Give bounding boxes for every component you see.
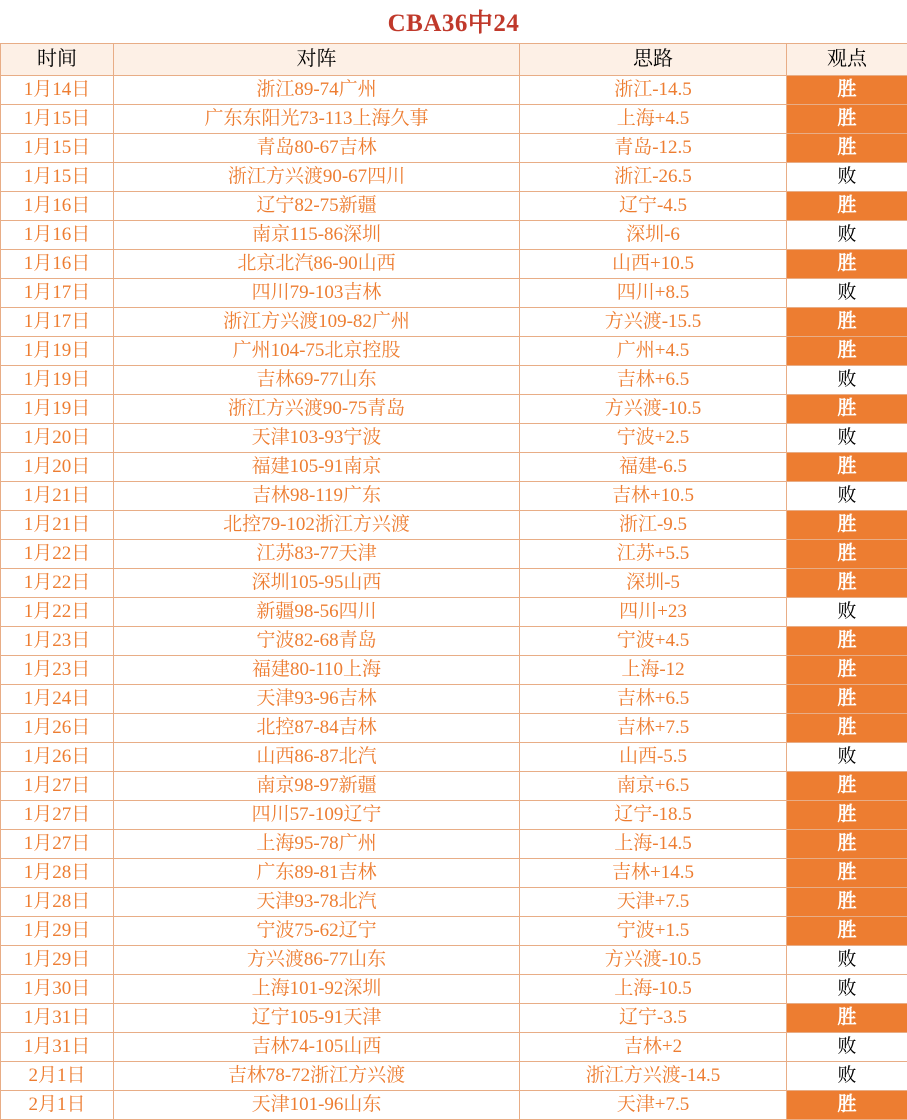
cell-match: 天津101-96山东 <box>114 1091 520 1120</box>
cell-idea: 江苏+5.5 <box>520 540 787 569</box>
cell-match: 青岛80-67吉林 <box>114 134 520 163</box>
cell-view-status-badge: 胜 <box>787 888 907 917</box>
cell-date: 1月19日 <box>1 366 114 395</box>
cell-idea: 吉林+2 <box>520 1033 787 1062</box>
cell-idea: 宁波+1.5 <box>520 917 787 946</box>
cell-view-status-badge: 胜 <box>787 511 907 540</box>
table-row <box>1 975 907 1004</box>
cell-idea: 吉林+10.5 <box>520 482 787 511</box>
cell-date: 1月20日 <box>1 453 114 482</box>
cell-match: 宁波82-68青岛 <box>114 627 520 656</box>
column-header-match: 对阵 <box>114 44 520 76</box>
cell-idea: 辽宁-4.5 <box>520 192 787 221</box>
cell-idea: 福建-6.5 <box>520 453 787 482</box>
table-row <box>1 279 907 308</box>
cell-date: 1月21日 <box>1 511 114 540</box>
cell-date: 1月15日 <box>1 163 114 192</box>
cell-view-status-badge: 胜 <box>787 337 907 366</box>
cell-idea: 浙江-14.5 <box>520 76 787 105</box>
table-row <box>1 395 907 424</box>
cell-date: 2月1日 <box>1 1062 114 1091</box>
cell-match: 新疆98-56四川 <box>114 598 520 627</box>
column-header-idea: 思路 <box>520 44 787 76</box>
cell-idea: 吉林+6.5 <box>520 685 787 714</box>
cell-view-status-badge: 胜 <box>787 772 907 801</box>
cell-date: 1月24日 <box>1 685 114 714</box>
cell-view-status-badge: 胜 <box>787 1004 907 1033</box>
cell-idea: 深圳-6 <box>520 221 787 250</box>
cell-match: 浙江方兴渡109-82广州 <box>114 308 520 337</box>
cell-idea: 浙江-9.5 <box>520 511 787 540</box>
cell-idea: 四川+23 <box>520 598 787 627</box>
cell-view-status-badge: 败 <box>787 279 907 308</box>
cell-date: 1月26日 <box>1 743 114 772</box>
cell-match: 深圳105-95山西 <box>114 569 520 598</box>
cell-view-status-badge: 胜 <box>787 134 907 163</box>
cell-match: 天津103-93宁波 <box>114 424 520 453</box>
cell-match: 福建80-110上海 <box>114 656 520 685</box>
cell-date: 1月27日 <box>1 801 114 830</box>
cell-date: 1月22日 <box>1 569 114 598</box>
cell-idea: 浙江-26.5 <box>520 163 787 192</box>
cell-match: 四川79-103吉林 <box>114 279 520 308</box>
cell-idea: 浙江方兴渡-14.5 <box>520 1062 787 1091</box>
cell-match: 江苏83-77天津 <box>114 540 520 569</box>
cell-match: 吉林78-72浙江方兴渡 <box>114 1062 520 1091</box>
cell-view-status-badge: 败 <box>787 366 907 395</box>
cell-view-status-badge: 胜 <box>787 1091 907 1120</box>
cell-match: 天津93-96吉林 <box>114 685 520 714</box>
cell-match: 北京北汽86-90山西 <box>114 250 520 279</box>
cell-match: 浙江89-74广州 <box>114 76 520 105</box>
cell-date: 1月23日 <box>1 656 114 685</box>
cell-idea: 方兴渡-10.5 <box>520 395 787 424</box>
table-row <box>1 453 907 482</box>
cell-idea: 宁波+4.5 <box>520 627 787 656</box>
cell-idea: 吉林+14.5 <box>520 859 787 888</box>
cell-date: 1月31日 <box>1 1033 114 1062</box>
cell-match: 宁波75-62辽宁 <box>114 917 520 946</box>
cell-view-status-badge: 败 <box>787 743 907 772</box>
cell-view-status-badge: 胜 <box>787 192 907 221</box>
cell-match: 上海101-92深圳 <box>114 975 520 1004</box>
cell-view-status-badge: 胜 <box>787 76 907 105</box>
cell-view-status-badge: 败 <box>787 946 907 975</box>
cell-date: 1月27日 <box>1 830 114 859</box>
cell-date: 1月26日 <box>1 714 114 743</box>
cell-view-status-badge: 败 <box>787 221 907 250</box>
table-row <box>1 511 907 540</box>
cell-match: 辽宁82-75新疆 <box>114 192 520 221</box>
cell-view-status-badge: 胜 <box>787 859 907 888</box>
cell-idea: 广州+4.5 <box>520 337 787 366</box>
cell-match: 南京115-86深圳 <box>114 221 520 250</box>
cell-date: 1月16日 <box>1 192 114 221</box>
table-row <box>1 714 907 743</box>
table-row <box>1 76 907 105</box>
cell-idea: 吉林+7.5 <box>520 714 787 743</box>
cell-idea: 山西-5.5 <box>520 743 787 772</box>
cell-match: 浙江方兴渡90-75青岛 <box>114 395 520 424</box>
cell-date: 1月27日 <box>1 772 114 801</box>
table-row <box>1 743 907 772</box>
cell-idea: 四川+8.5 <box>520 279 787 308</box>
cell-match: 山西86-87北汽 <box>114 743 520 772</box>
cell-view-status-badge: 败 <box>787 1033 907 1062</box>
cell-view-status-badge: 胜 <box>787 453 907 482</box>
table-row <box>1 772 907 801</box>
cell-date: 1月31日 <box>1 1004 114 1033</box>
cell-idea: 上海+4.5 <box>520 105 787 134</box>
table-row <box>1 134 907 163</box>
cell-match: 吉林98-119广东 <box>114 482 520 511</box>
table-row <box>1 482 907 511</box>
table-row <box>1 685 907 714</box>
cell-match: 浙江方兴渡90-67四川 <box>114 163 520 192</box>
table-row <box>1 192 907 221</box>
table-row <box>1 163 907 192</box>
cell-view-status-badge: 胜 <box>787 627 907 656</box>
table-row <box>1 946 907 975</box>
table-row <box>1 250 907 279</box>
cell-idea: 天津+7.5 <box>520 888 787 917</box>
cell-date: 1月16日 <box>1 221 114 250</box>
cell-view-status-badge: 胜 <box>787 830 907 859</box>
cell-match: 广东东阳光73-113上海久事 <box>114 105 520 134</box>
cell-date: 1月28日 <box>1 859 114 888</box>
table-row <box>1 569 907 598</box>
table-header <box>1 44 907 76</box>
cell-date: 2月1日 <box>1 1091 114 1120</box>
cell-date: 1月19日 <box>1 337 114 366</box>
cell-view-status-badge: 胜 <box>787 569 907 598</box>
table-row <box>1 366 907 395</box>
results-table <box>0 43 907 1120</box>
cell-date: 1月21日 <box>1 482 114 511</box>
table-row <box>1 540 907 569</box>
cell-view-status-badge: 胜 <box>787 801 907 830</box>
cell-view-status-badge: 败 <box>787 975 907 1004</box>
cell-match: 广东89-81吉林 <box>114 859 520 888</box>
cell-match: 吉林74-105山西 <box>114 1033 520 1062</box>
cell-match: 北控79-102浙江方兴渡 <box>114 511 520 540</box>
table-row <box>1 830 907 859</box>
cell-match: 方兴渡86-77山东 <box>114 946 520 975</box>
table-row <box>1 1004 907 1033</box>
cell-view-status-badge: 胜 <box>787 308 907 337</box>
cell-idea: 方兴渡-10.5 <box>520 946 787 975</box>
cell-idea: 辽宁-3.5 <box>520 1004 787 1033</box>
cell-match: 福建105-91南京 <box>114 453 520 482</box>
table-row <box>1 598 907 627</box>
table-row <box>1 1033 907 1062</box>
table-row <box>1 859 907 888</box>
cell-idea: 上海-10.5 <box>520 975 787 1004</box>
cell-view-status-badge: 败 <box>787 163 907 192</box>
cell-idea: 天津+7.5 <box>520 1091 787 1120</box>
cell-view-status-badge: 败 <box>787 1062 907 1091</box>
cell-match: 天津93-78北汽 <box>114 888 520 917</box>
cell-date: 1月28日 <box>1 888 114 917</box>
cell-match: 北控87-84吉林 <box>114 714 520 743</box>
table-row <box>1 917 907 946</box>
column-header-date: 时间 <box>1 44 114 76</box>
table-row <box>1 801 907 830</box>
cell-date: 1月15日 <box>1 105 114 134</box>
cell-date: 1月17日 <box>1 308 114 337</box>
cell-date: 1月15日 <box>1 134 114 163</box>
cell-idea: 青岛-12.5 <box>520 134 787 163</box>
cell-view-status-badge: 胜 <box>787 917 907 946</box>
table-row <box>1 627 907 656</box>
cell-date: 1月30日 <box>1 975 114 1004</box>
table-row <box>1 105 907 134</box>
table-row <box>1 424 907 453</box>
cell-view-status-badge: 败 <box>787 482 907 511</box>
cell-view-status-badge: 败 <box>787 598 907 627</box>
cell-date: 1月22日 <box>1 598 114 627</box>
cell-match: 上海95-78广州 <box>114 830 520 859</box>
cell-view-status-badge: 败 <box>787 424 907 453</box>
table-row <box>1 308 907 337</box>
cell-date: 1月29日 <box>1 946 114 975</box>
cell-view-status-badge: 胜 <box>787 685 907 714</box>
table-row <box>1 888 907 917</box>
cell-date: 1月22日 <box>1 540 114 569</box>
cell-view-status-badge: 胜 <box>787 714 907 743</box>
cell-idea: 南京+6.5 <box>520 772 787 801</box>
cell-match: 四川57-109辽宁 <box>114 801 520 830</box>
cell-match: 吉林69-77山东 <box>114 366 520 395</box>
table-row <box>1 656 907 685</box>
cell-idea: 上海-12 <box>520 656 787 685</box>
cell-idea: 山西+10.5 <box>520 250 787 279</box>
cell-date: 1月23日 <box>1 627 114 656</box>
cell-idea: 吉林+6.5 <box>520 366 787 395</box>
cell-date: 1月16日 <box>1 250 114 279</box>
cell-match: 辽宁105-91天津 <box>114 1004 520 1033</box>
cell-idea: 宁波+2.5 <box>520 424 787 453</box>
cell-view-status-badge: 胜 <box>787 250 907 279</box>
table-row <box>1 337 907 366</box>
table-row <box>1 221 907 250</box>
cell-view-status-badge: 胜 <box>787 105 907 134</box>
cell-date: 1月14日 <box>1 76 114 105</box>
cell-idea: 深圳-5 <box>520 569 787 598</box>
table-row <box>1 1062 907 1091</box>
page-title: CBA36中24 <box>0 0 907 43</box>
table-body <box>1 76 907 1120</box>
cell-date: 1月19日 <box>1 395 114 424</box>
cell-idea: 方兴渡-15.5 <box>520 308 787 337</box>
cell-view-status-badge: 胜 <box>787 656 907 685</box>
cell-view-status-badge: 胜 <box>787 540 907 569</box>
cell-view-status-badge: 胜 <box>787 395 907 424</box>
cell-idea: 上海-14.5 <box>520 830 787 859</box>
table-header-row <box>1 44 907 76</box>
cell-date: 1月17日 <box>1 279 114 308</box>
cell-date: 1月29日 <box>1 917 114 946</box>
cell-date: 1月20日 <box>1 424 114 453</box>
column-header-view: 观点 <box>787 44 907 76</box>
cell-match: 南京98-97新疆 <box>114 772 520 801</box>
cell-idea: 辽宁-18.5 <box>520 801 787 830</box>
table-row <box>1 1091 907 1120</box>
cell-match: 广州104-75北京控股 <box>114 337 520 366</box>
